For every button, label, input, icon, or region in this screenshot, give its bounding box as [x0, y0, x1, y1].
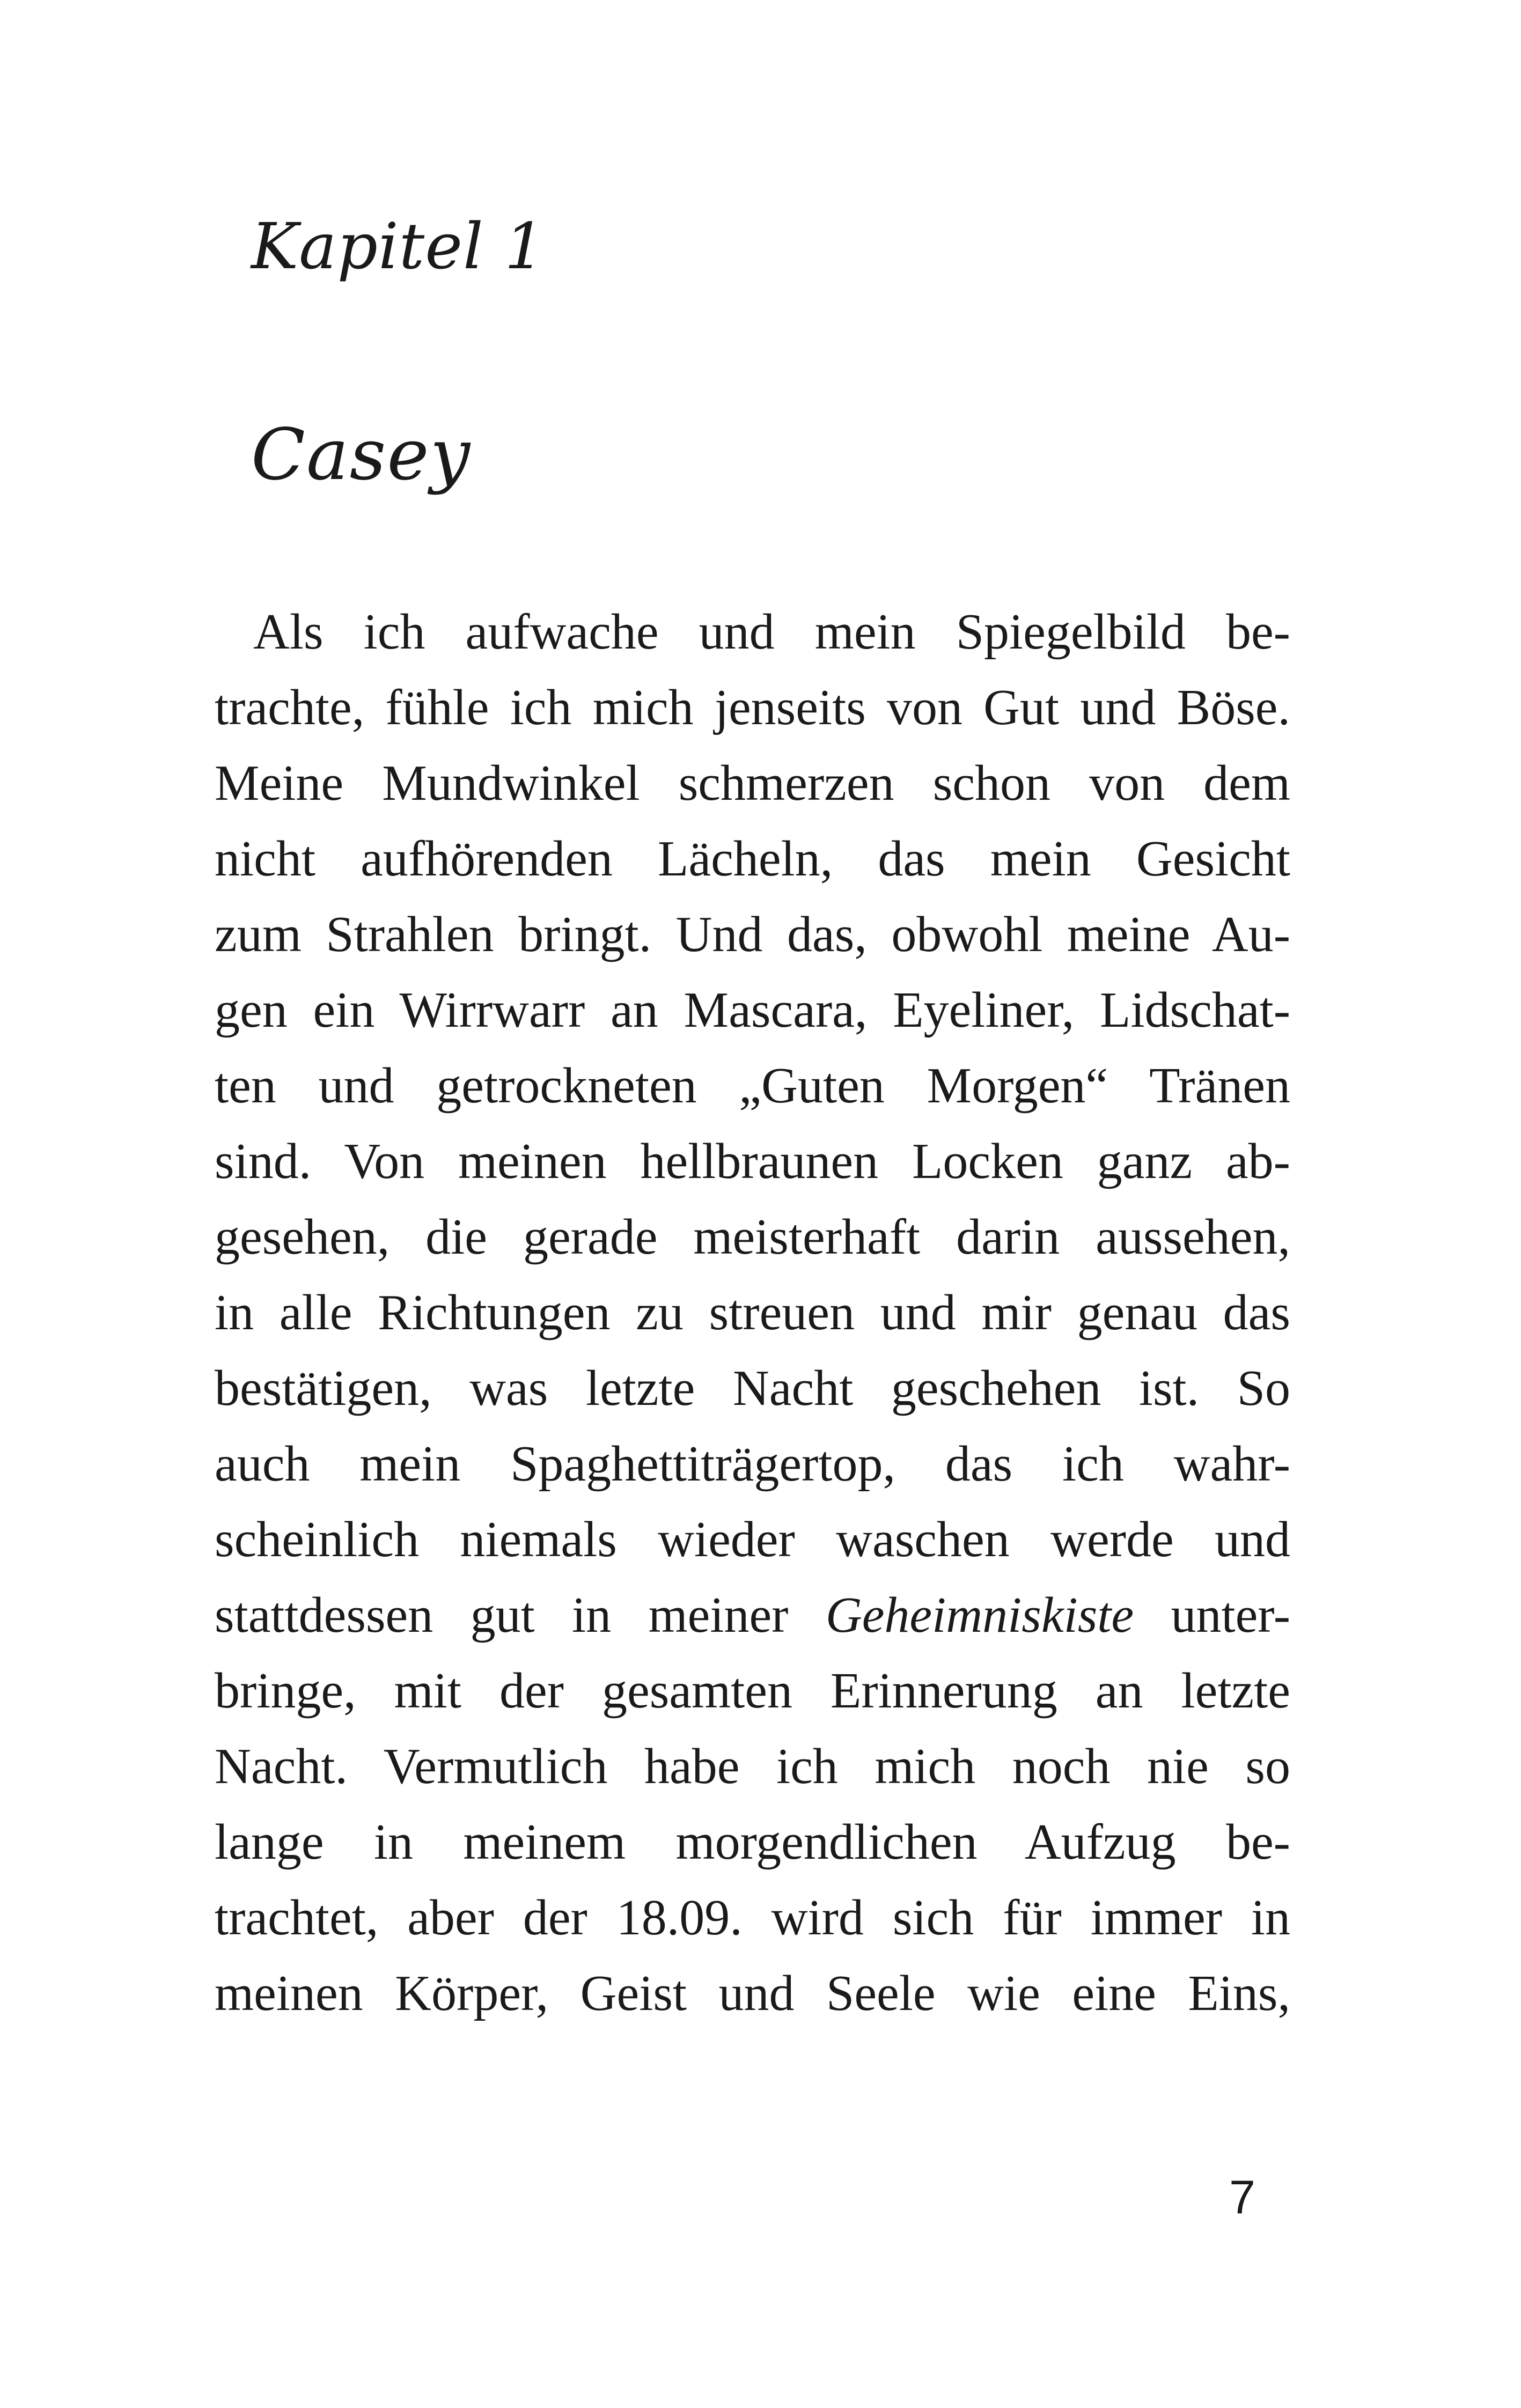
text-line-with-emphasis — [215, 1578, 1290, 1653]
text-line: gen ein Wirrwarr an Mascara, Eyeliner, Lidschat- — [215, 982, 1290, 1038]
text-line: sind. Von meinen hellbraunen Locken ganz ab- — [215, 1133, 1290, 1189]
text-line: meinen Körper, Geist und Seele wie eine Eins, — [215, 1965, 1290, 2021]
text-line: gesehen, die gerade meisterhaft darin aussehen, — [215, 1209, 1290, 1265]
emphasized-word: Geheimniskiste — [825, 1587, 1134, 1643]
chapter-heading: Kapitel 1 — [251, 209, 546, 283]
body-text — [215, 594, 1290, 2031]
text-line: Meine Mundwinkel schmerzen schon von dem — [215, 755, 1290, 811]
text-line: zum Strahlen bringt. Und das, obwohl meine Au- — [215, 907, 1290, 962]
text-line: Nacht. Vermutlich habe ich mich noch nie so — [215, 1739, 1290, 1794]
text-segment: stattdessen gut in meiner — [215, 1587, 789, 1643]
chapter-subtitle: Casey — [251, 414, 472, 496]
text-line: ten und getrockneten „Guten Morgen“ Tränen — [215, 1058, 1290, 1114]
text-line: in alle Richtungen zu streuen und mir genau das — [215, 1285, 1290, 1341]
text-line: scheinlich niemals wieder waschen werde und — [215, 1512, 1290, 1567]
text-line: bringe, mit der gesamten Erinnerung an letzte — [215, 1663, 1290, 1719]
page-number: 7 — [1229, 2170, 1255, 2223]
text-line: nicht aufhörenden Lächeln, das mein Gesicht — [215, 831, 1290, 887]
text-line: bestätigen, was letzte Nacht geschehen ist. So — [215, 1360, 1290, 1416]
text-line: trachte, fühle ich mich jenseits von Gut und Böse. — [215, 680, 1290, 735]
text-line: Als ich aufwache und mein Spiegelbild be- — [253, 604, 1290, 660]
text-segment: unter- — [1171, 1587, 1291, 1643]
text-line: lange in meinem morgendlichen Aufzug be- — [215, 1814, 1290, 1870]
text-line: auch mein Spaghettiträgertop, das ich wahr- — [215, 1436, 1290, 1492]
text-line: trachtet, aber der 18.09. wird sich für immer in — [215, 1890, 1290, 1946]
